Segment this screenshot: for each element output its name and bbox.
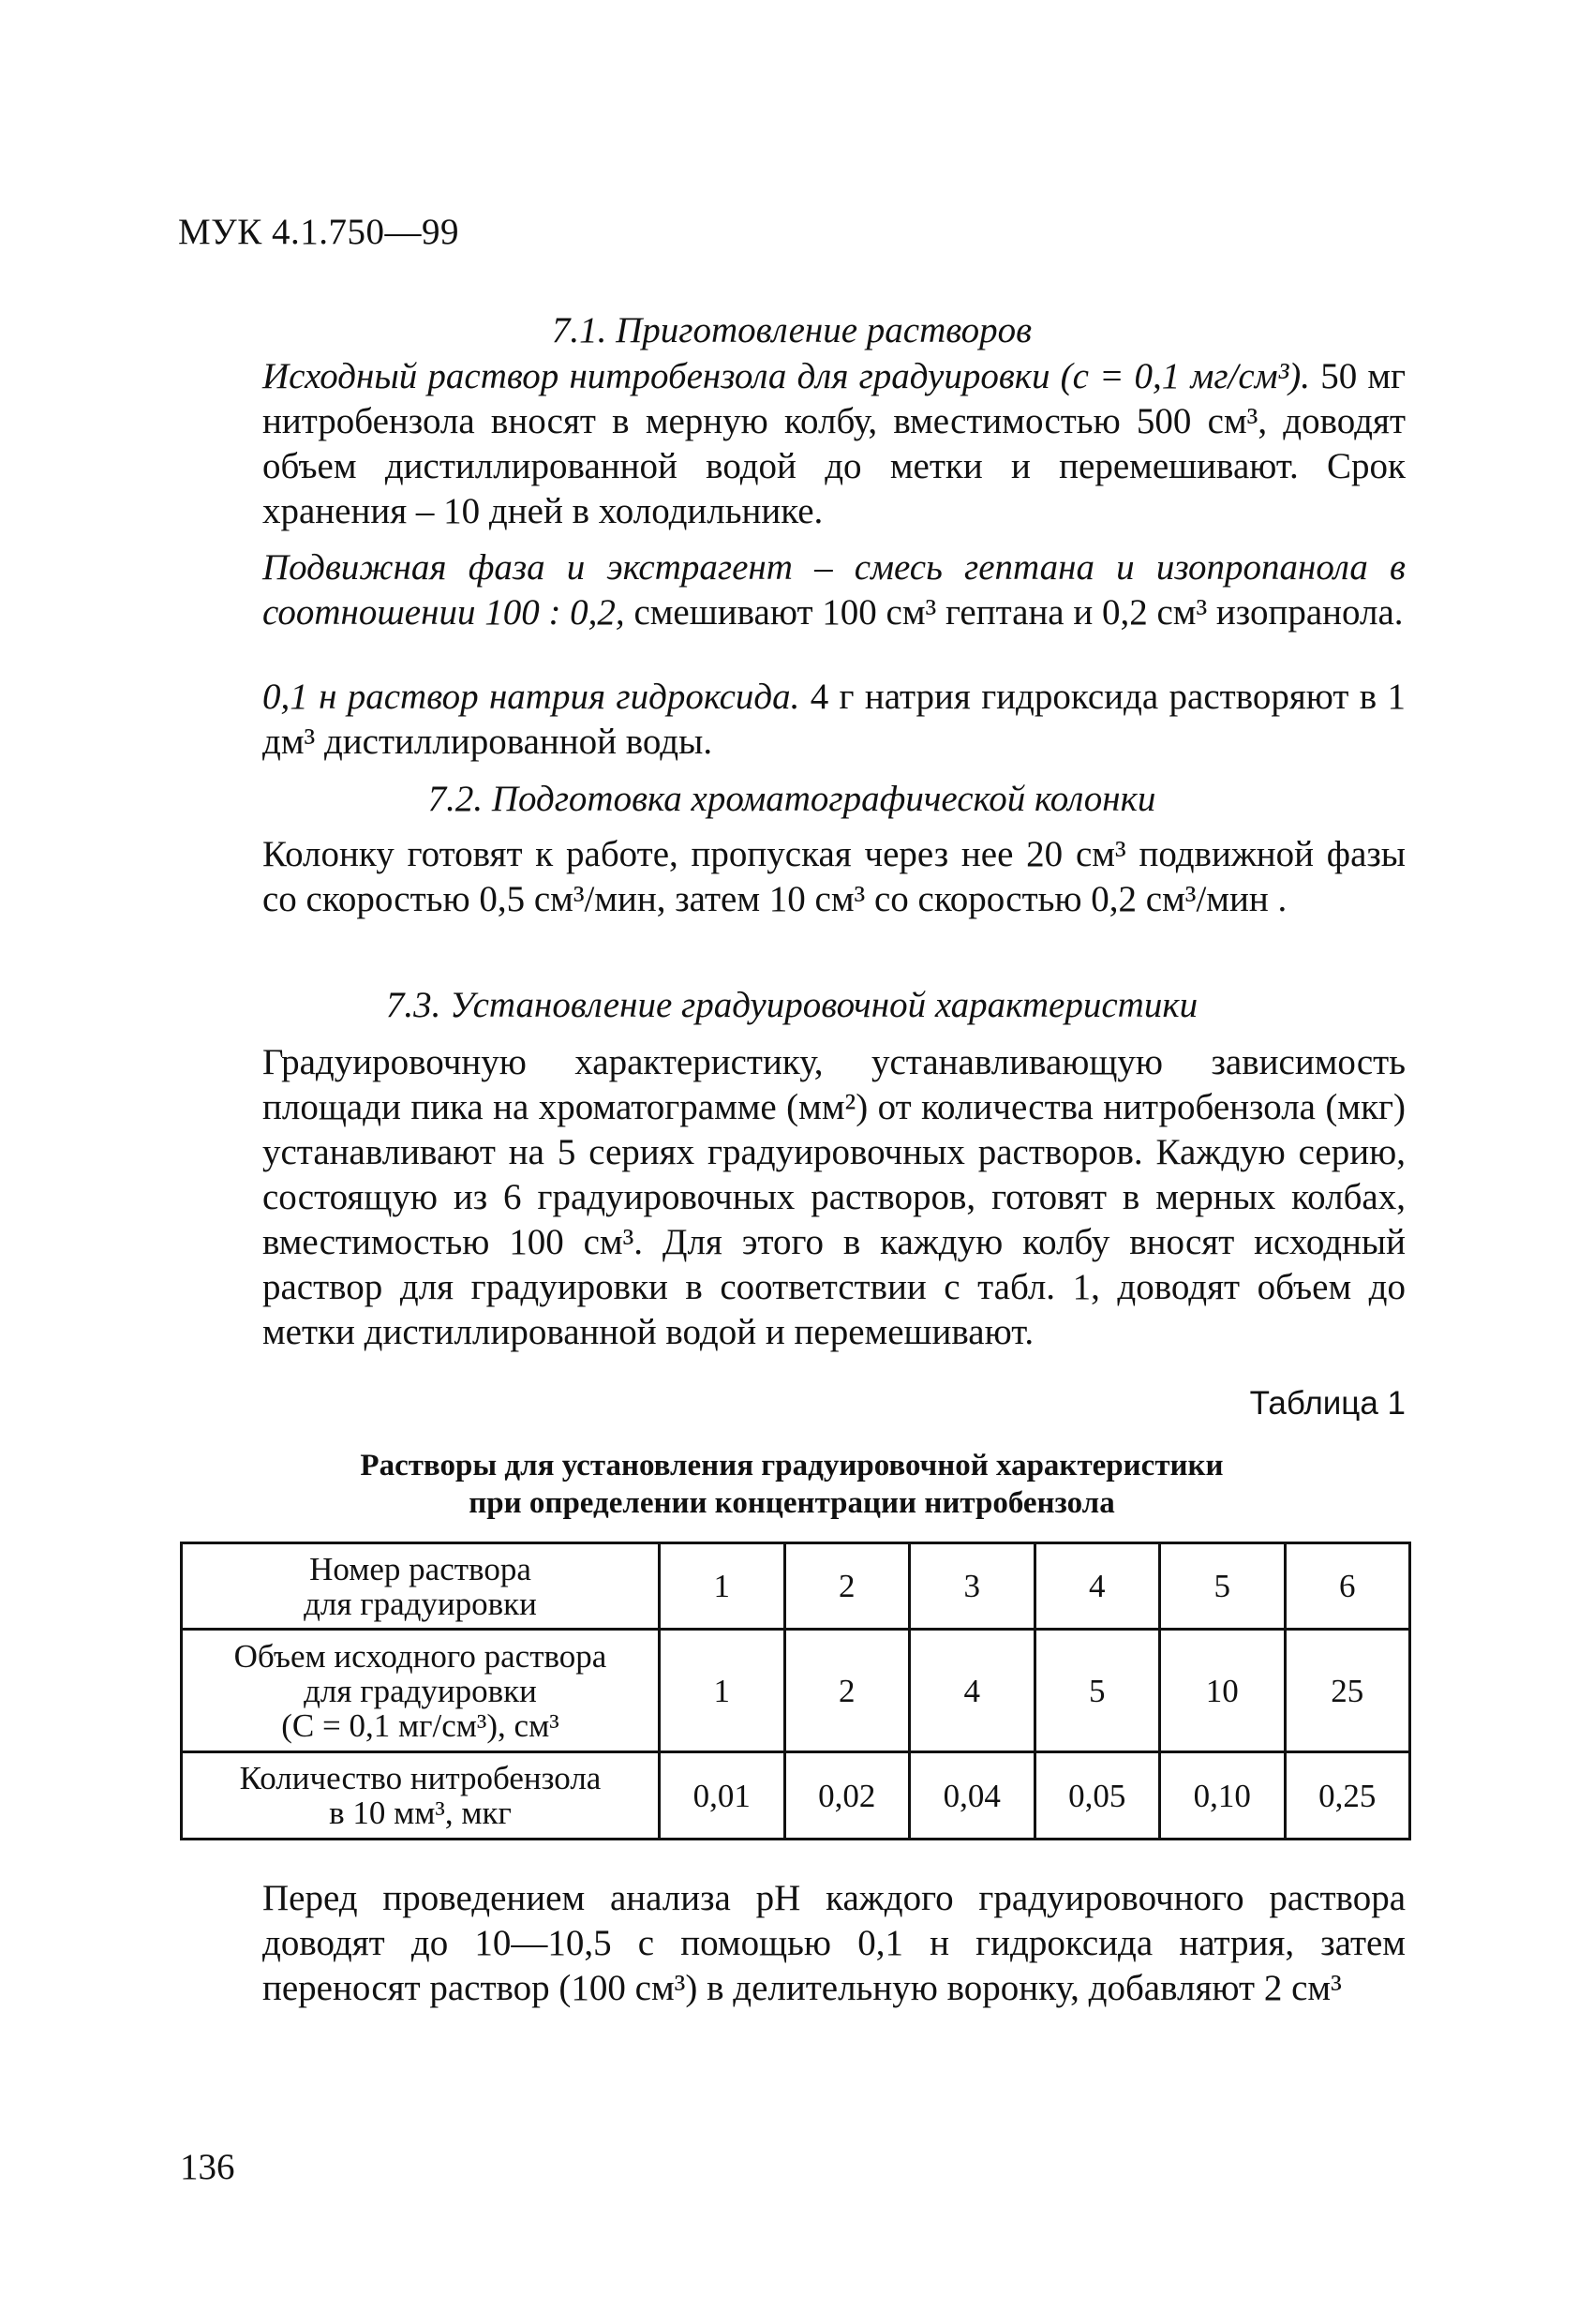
- closing-text: Перед проведением анализа pH каждого градуировочного раствора доводят до 10—10,5 с помощью 0,1 н гидроксида натрия, затем переносят раствор (100 см³) в делительную воронку, добавляют 2 см³: [262, 1878, 1406, 2008]
- stock-solution-label: Исходный раствор нитробензола для градуировки (c = 0,1 мг/см³).: [262, 356, 1311, 396]
- table-cell: 1: [660, 1630, 785, 1752]
- table-cell: 10: [1160, 1630, 1286, 1752]
- row-header: [182, 1752, 660, 1840]
- table-cell: 0,25: [1285, 1752, 1410, 1840]
- section-7-1-paragraph-2: [178, 545, 1406, 635]
- table-title: [178, 1447, 1406, 1522]
- naoh-solution-text: 4 г натрия гидроксида растворяют в 1 дм³ дистиллированной воды.: [262, 677, 1406, 762]
- section-7-1-paragraph-1: [178, 354, 1406, 534]
- row-header: [182, 1543, 660, 1630]
- row-header-line: для градуировки: [304, 1672, 537, 1709]
- table-cell: 0,05: [1035, 1752, 1160, 1840]
- section-7-3-paragraph: [178, 1040, 1406, 1355]
- table-cell: 5: [1035, 1630, 1160, 1752]
- table-cell: 25: [1285, 1630, 1410, 1752]
- table-number: Таблица 1: [1249, 1385, 1406, 1422]
- mobile-phase-text: смешивают 100 см³ гептана и 0,2 см³ изопранола.: [633, 592, 1404, 633]
- table-cell: 4: [910, 1630, 1035, 1752]
- row-header-line: Номер раствора: [309, 1550, 531, 1587]
- table-cell: 1: [660, 1543, 785, 1630]
- table-cell: 5: [1160, 1543, 1286, 1630]
- table-cell: 2: [784, 1630, 910, 1752]
- document-header: МУК 4.1.750—99: [178, 212, 460, 252]
- table-row: [182, 1543, 1410, 1630]
- table-cell: 3: [910, 1543, 1035, 1630]
- table-title-line-2: при определении концентрации нитробензола: [469, 1486, 1115, 1520]
- column-prep-text: Колонку готовят к работе, пропуская через нее 20 см³ подвижной фазы со скоростью 0,5 см³/мин, затем 10 см³ со скоростью 0,2 см³/мин .: [262, 834, 1406, 919]
- table-cell: 0,01: [660, 1752, 785, 1840]
- table-cell: 4: [1035, 1543, 1160, 1630]
- page-number: 136: [180, 2147, 235, 2187]
- closing-paragraph: [178, 1876, 1406, 2011]
- section-7-3-title: 7.3. Установление градуировочной характеристики: [385, 985, 1198, 1025]
- table-cell: 6: [1285, 1543, 1410, 1630]
- table-cell: 0,02: [784, 1752, 910, 1840]
- mobile-phase-label: Подвижная фаза и экстрагент – смесь гептана и изопропанола в соотношении 100 : 0,2,: [262, 547, 1406, 633]
- table-cell: 2: [784, 1543, 910, 1630]
- section-7-1-paragraph-3: [178, 675, 1406, 765]
- calibration-text: Градуировочную характеристику, устанавливающую зависимость площади пика на хроматограмме (мм²) от количества нитробензола (мкг) устанавливают на 5 сериях градуировочных растворов. Каждую серию, состоящую из 6 градуировочных растворов, готовят в мерных колбах, вместимостью 100 см³. Для этого в каждую колбу вносят исходный раствор для градуировки в соответствии с табл. 1, доводят объем до метки дистиллированной водой и перемешивают.: [262, 1042, 1406, 1352]
- table-row: [182, 1752, 1410, 1840]
- table-title-line-1: Растворы для установления градуировочной характеристики: [360, 1449, 1224, 1482]
- table-row: [182, 1630, 1410, 1752]
- row-header: [182, 1630, 660, 1752]
- section-7-2-title: 7.2. Подготовка хроматографической колонки: [427, 779, 1156, 819]
- section-7-2-paragraph: [178, 832, 1406, 922]
- table-cell: 0,10: [1160, 1752, 1286, 1840]
- row-header-line: в 10 мм³, мкг: [329, 1795, 512, 1831]
- table-cell: 0,04: [910, 1752, 1035, 1840]
- row-header-line: для градуировки: [304, 1585, 537, 1622]
- calibration-table: [180, 1542, 1411, 1840]
- stock-solution-text: 50 мг нитробензола вносят в мерную колбу, вместимостью 500 см³, доводят объем дистиллированной водой до метки и перемешивают. Срок хранения – 10 дней в холодильнике.: [262, 356, 1407, 531]
- row-header-line: Количество нитробензола: [239, 1760, 602, 1796]
- row-header-line: Объем исходного раствора: [233, 1637, 607, 1675]
- naoh-solution-label: 0,1 н раствор натрия гидроксида.: [262, 677, 800, 717]
- section-7-1-title: 7.1. Приготовление растворов: [551, 310, 1033, 350]
- row-header-line: (С = 0,1 мг/см³), см³: [281, 1706, 559, 1744]
